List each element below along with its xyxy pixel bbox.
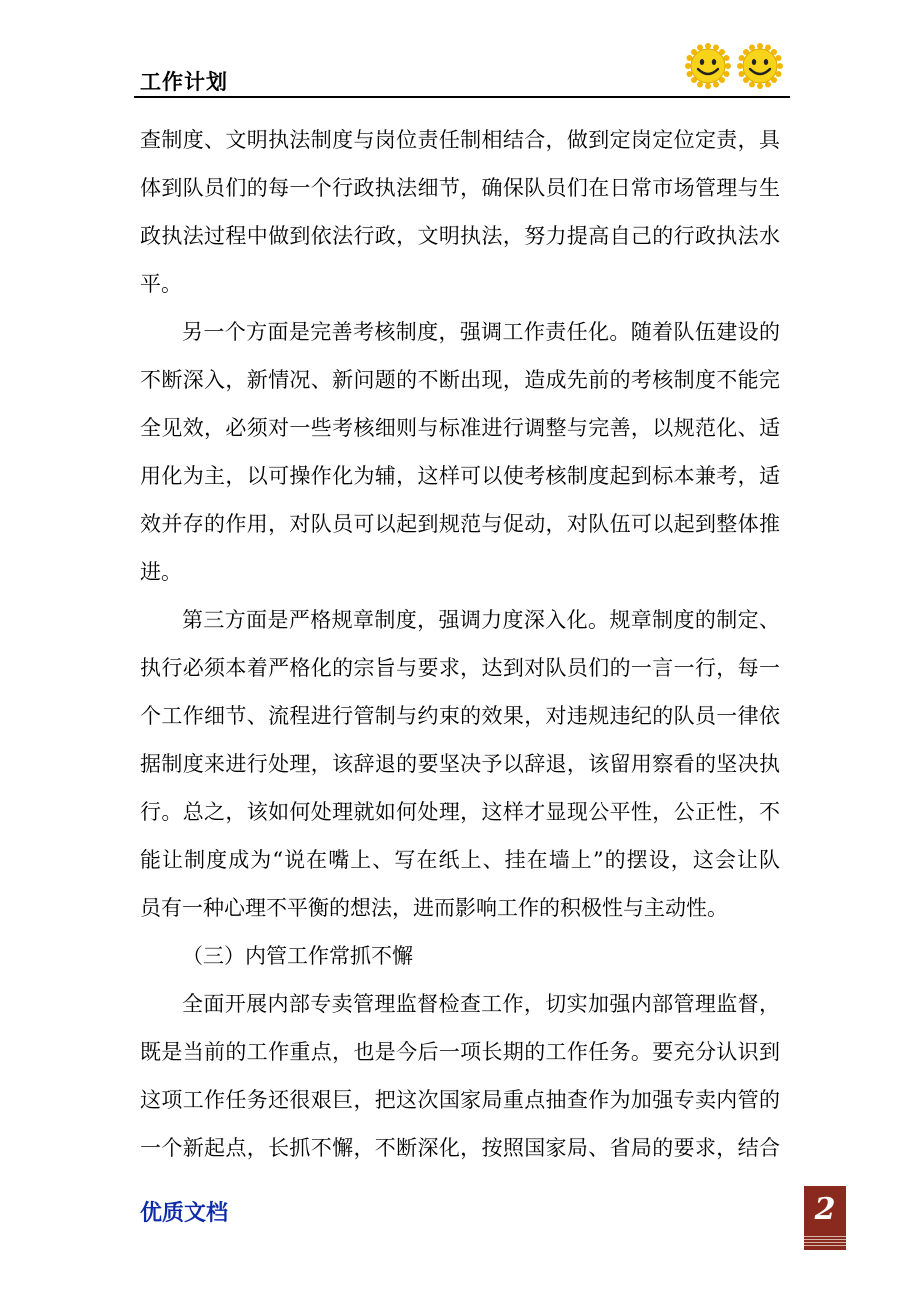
paragraph-line: 执行必须本着严格化的宗旨与要求，达到对队员们的一言一行，每一: [140, 656, 780, 680]
footer-label: 优质文档: [140, 1201, 229, 1226]
page-number-badge: [804, 1186, 846, 1250]
paragraph-line: 另一个方面是完善考核制度，强调工作责任化。随着队伍建设的: [182, 320, 780, 344]
section-heading: （三）内管工作常抓不懈: [182, 944, 413, 968]
paragraph-line: 进。: [140, 560, 182, 584]
page-number: 2: [814, 1192, 836, 1227]
paragraph-line: 个工作细节、流程进行管制与约束的效果，对违规违纪的队员一律依: [140, 704, 780, 728]
paragraph-line: 一个新起点，长抓不懈，不断深化，按照国家局、省局的要求，结合: [140, 1136, 780, 1160]
paragraph-line: 全面开展内部专卖管理监督检查工作，切实加强内部管理监督，: [182, 992, 780, 1016]
badge-stripes: [804, 1236, 846, 1246]
paragraph-line: 第三方面是严格规章制度，强调力度深入化。规章制度的制定、: [182, 608, 780, 632]
paragraph-line: 不断深入，新情况、新问题的不断出现，造成先前的考核制度不能完: [140, 368, 780, 392]
paragraph-line: 行。总之，该如何处理就如何处理，这样才显现公平性，公正性，不: [140, 800, 780, 824]
paragraph-line: 能让制度成为“说在嘴上、写在纸上、挂在墙上”的摆设，这会让队: [140, 848, 780, 872]
document-body: [140, 116, 780, 1172]
paragraph-line: 这项工作任务还很艰巨，把这次国家局重点抽查作为加强专卖内管的: [140, 1088, 780, 1112]
paragraph-line: 效并存的作用，对队员可以起到规范与促动，对队伍可以起到整体推: [140, 512, 780, 536]
paragraph-line: 平。: [140, 272, 182, 296]
paragraph-line: 既是当前的工作重点，也是今后一项长期的工作任务。要充分认识到: [140, 1040, 780, 1064]
paragraph-line: 员有一种心理不平衡的想法，进而影响工作的积极性与主动性。: [140, 896, 728, 920]
paragraph-line: 用化为主，以可操作化为辅，这样可以使考核制度起到标本兼考，适: [140, 464, 780, 488]
header-divider: [134, 96, 790, 98]
paragraph-line: 政执法过程中做到依法行政，文明执法，努力提高自己的行政执法水: [140, 224, 780, 248]
paragraph-line: 体到队员们的每一个行政执法细节，确保队员们在日常市场管理与生: [140, 176, 780, 200]
paragraph-line: 查制度、文明执法制度与岗位责任制相结合，做到定岗定位定责，具: [140, 128, 780, 152]
paragraph-line: 据制度来进行处理，该辞退的要坚决予以辞退，该留用察看的坚决执: [140, 752, 780, 776]
smiley-icon: [685, 43, 731, 89]
smiley-icon: [737, 43, 783, 89]
header-title: 工作计划: [140, 70, 228, 94]
paragraph-line: 全见效，必须对一些考核细则与标准进行调整与完善，以规范化、适: [140, 416, 780, 440]
